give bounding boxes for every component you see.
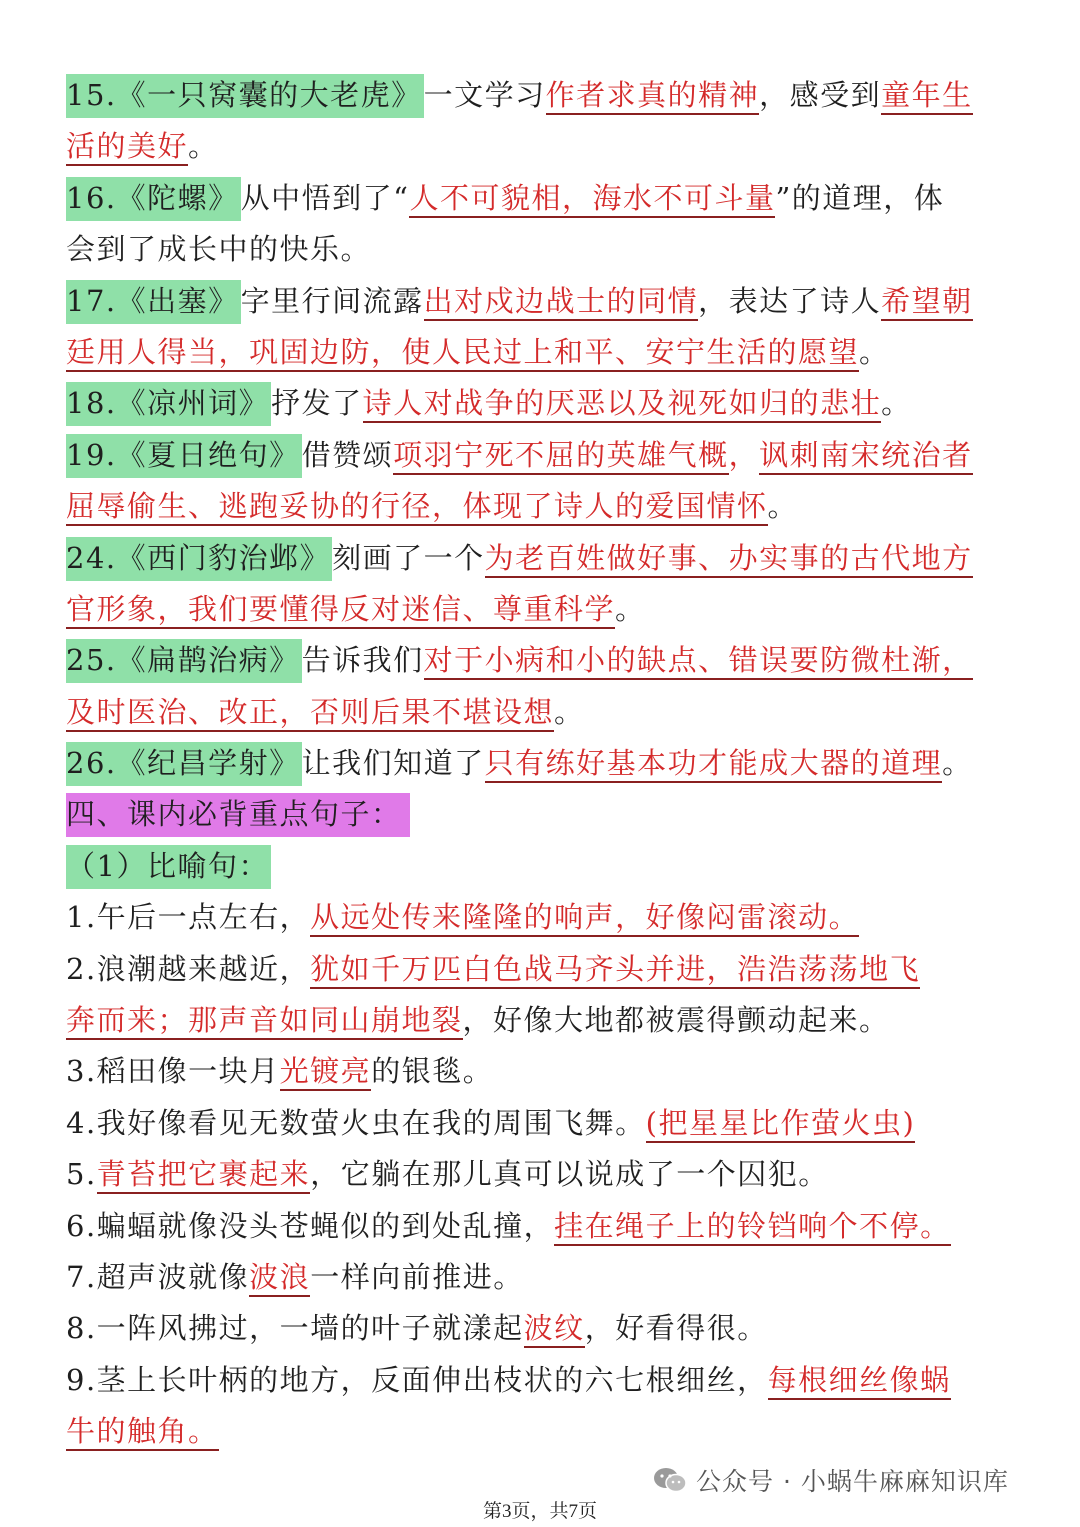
answer-underlined: 出对戍边战士的同情: [424, 284, 699, 321]
highlighted-title: 25.《扁鹊治病》: [66, 639, 302, 683]
text-segment: 1.午后一点左右，: [66, 900, 311, 935]
text-segment: 5.: [66, 1157, 97, 1192]
text-line: [66, 533, 1016, 584]
text-segment: 会到了成长中的快乐。: [66, 232, 372, 267]
answer-underlined: 对于小病和小的缺点、错误要防微杜渐，: [424, 643, 973, 680]
text-line: [66, 995, 1016, 1046]
answer-underlined: 项羽宁死不屈的英雄气概: [393, 438, 729, 475]
footer-brand: [652, 1462, 1009, 1498]
text-segment: 4.我好像看见无数萤火虫在我的周围飞舞。: [66, 1105, 646, 1140]
text-segment: 2.浪潮越来越近，: [66, 951, 311, 986]
footer-brand-text: 公众号 · 小蜗牛麻麻知识库: [696, 1467, 1009, 1496]
answer-underlined: 屈辱偷生、逃跑妥协的行径，体现了诗人的爱国情怀: [66, 489, 768, 526]
answer-underlined: 只有练好基本功才能成大器的道理: [485, 746, 943, 783]
text-line: [66, 173, 1016, 224]
text-segment: 9.茎上长叶柄的地方，反面伸出枝状的六七根细丝，: [66, 1362, 768, 1397]
text-line: [66, 481, 1016, 532]
text-segment: 一样向前推进。: [310, 1259, 524, 1294]
text-line: [66, 635, 1016, 686]
text-line: [66, 738, 1016, 789]
text-segment: ，: [728, 437, 760, 472]
text-line: [66, 327, 1016, 378]
answer-underlined: 讽刺南宋统治者: [759, 438, 973, 475]
answer-underlined: 从远处传来隆隆的响声，好像闷雷滚动。: [310, 900, 859, 937]
text-line: [66, 224, 1016, 275]
wechat-icon: [652, 1466, 688, 1494]
text-segment: 8.一阵风拂过，一墙的叶子就漾起: [66, 1311, 524, 1346]
text-segment: 告诉我们: [301, 643, 424, 678]
text-segment: 7.超声波就像: [66, 1259, 250, 1294]
text-line: [66, 378, 1016, 429]
text-line: [66, 430, 1016, 481]
text-segment: ，好看得很。: [584, 1311, 768, 1346]
answer-underlined: 波浪: [249, 1260, 310, 1297]
text-segment: 6.蝙蝠就像没头苍蝇似的到处乱撞，: [66, 1208, 555, 1243]
answer-underlined: 童年生: [881, 78, 973, 115]
answer-underlined: 犹如千万匹白色战马齐头并进，浩浩荡荡地飞: [310, 952, 920, 989]
text-segment: 字里行间流露: [240, 283, 424, 318]
text-line: [66, 1406, 1016, 1457]
text-line: [66, 1201, 1016, 1252]
text-segment: 。: [554, 694, 585, 729]
text-line: [66, 1046, 1016, 1097]
text-segment: 。: [859, 334, 890, 369]
answer-underlined: 青苔把它裹起来: [97, 1157, 311, 1194]
answer-underlined: 廷用人得当，巩固边防，使人民过上和平、安宁生活的愿望: [66, 335, 859, 372]
answer-underlined: (把星星比作萤火虫): [646, 1106, 916, 1143]
text-segment: 让我们知道了: [301, 746, 485, 781]
text-line: [66, 1252, 1016, 1303]
text-segment: 。: [767, 489, 799, 524]
answer-underlined: 活的美好: [66, 129, 188, 166]
text-line: [66, 121, 1016, 172]
text-line: [66, 789, 1016, 840]
section-heading: 四、课内必背重点句子：: [66, 793, 410, 837]
text-line: [66, 892, 1016, 943]
answer-underlined: 作者求真的精神: [546, 78, 760, 115]
page-number: 第3页，共7页: [482, 1501, 597, 1522]
text-segment: ”的道理，体: [775, 180, 945, 215]
highlighted-title: 18.《凉州词》: [66, 382, 271, 426]
highlighted-title: 17.《出塞》: [66, 280, 241, 324]
text-body: [66, 70, 1016, 1458]
answer-underlined: 及时医治、改正，否则后果不堪设想: [66, 695, 554, 732]
answer-underlined: 官形象，我们要懂得反对迷信、尊重科学: [66, 592, 615, 629]
answer-underlined: 人不可貌相，海水不可斗量: [409, 181, 775, 218]
text-segment: 从中悟到了“: [240, 180, 410, 215]
text-line: [66, 584, 1016, 635]
highlighted-title: 19.《夏日绝句》: [66, 434, 302, 478]
text-line: [66, 276, 1016, 327]
highlighted-title: 16.《陀螺》: [66, 177, 241, 221]
document-page: [66, 70, 1016, 1458]
highlighted-title: 15.《一只窝囊的大老虎》: [66, 74, 424, 118]
text-segment: 借赞颂: [301, 437, 394, 472]
text-line: [66, 1098, 1016, 1149]
text-line: [66, 1355, 1016, 1406]
text-segment: 。: [881, 386, 912, 421]
answer-underlined: 诗人对战争的厌恶以及视死如归的悲壮: [363, 386, 882, 423]
text-segment: 。: [942, 746, 973, 781]
text-segment: 。: [615, 591, 646, 626]
text-segment: 一文学习: [423, 78, 546, 112]
answer-underlined: 挂在绳子上的铃铛响个不停。: [554, 1209, 951, 1246]
highlighted-title: （1）比喻句：: [66, 845, 271, 889]
text-segment: 3.稻田像一块月: [66, 1054, 280, 1089]
text-segment: 的银毯。: [371, 1054, 494, 1089]
answer-underlined: 波纹: [524, 1311, 585, 1348]
text-segment: ，表达了诗人: [698, 283, 882, 318]
text-line: [66, 841, 1016, 892]
text-line: [66, 1303, 1016, 1354]
text-segment: 抒发了: [271, 386, 363, 421]
highlighted-title: 26.《纪昌学射》: [66, 742, 302, 786]
text-line: [66, 687, 1016, 738]
text-line: [66, 944, 1016, 995]
text-segment: ，它躺在那儿真可以说成了一个囚犯。: [310, 1157, 829, 1192]
answer-underlined: 牛的触角。: [66, 1414, 219, 1451]
highlighted-title: 24.《西门豹治邺》: [66, 537, 332, 581]
text-segment: 。: [188, 129, 219, 164]
text-segment: ，感受到: [759, 78, 882, 112]
answer-underlined: 光镀亮: [280, 1054, 372, 1091]
answer-underlined: 每根细丝像蜗: [768, 1363, 951, 1400]
text-line: [66, 70, 1016, 121]
text-segment: 刻画了一个: [332, 540, 485, 575]
answer-underlined: 为老百姓做好事、办实事的古代地方: [485, 541, 973, 578]
text-segment: ，好像大地都被震得颤动起来。: [462, 1003, 890, 1038]
answer-underlined: 奔而来；那声音如同山崩地裂: [66, 1003, 463, 1040]
text-line: [66, 1149, 1016, 1200]
answer-underlined: 希望朝: [881, 284, 973, 321]
